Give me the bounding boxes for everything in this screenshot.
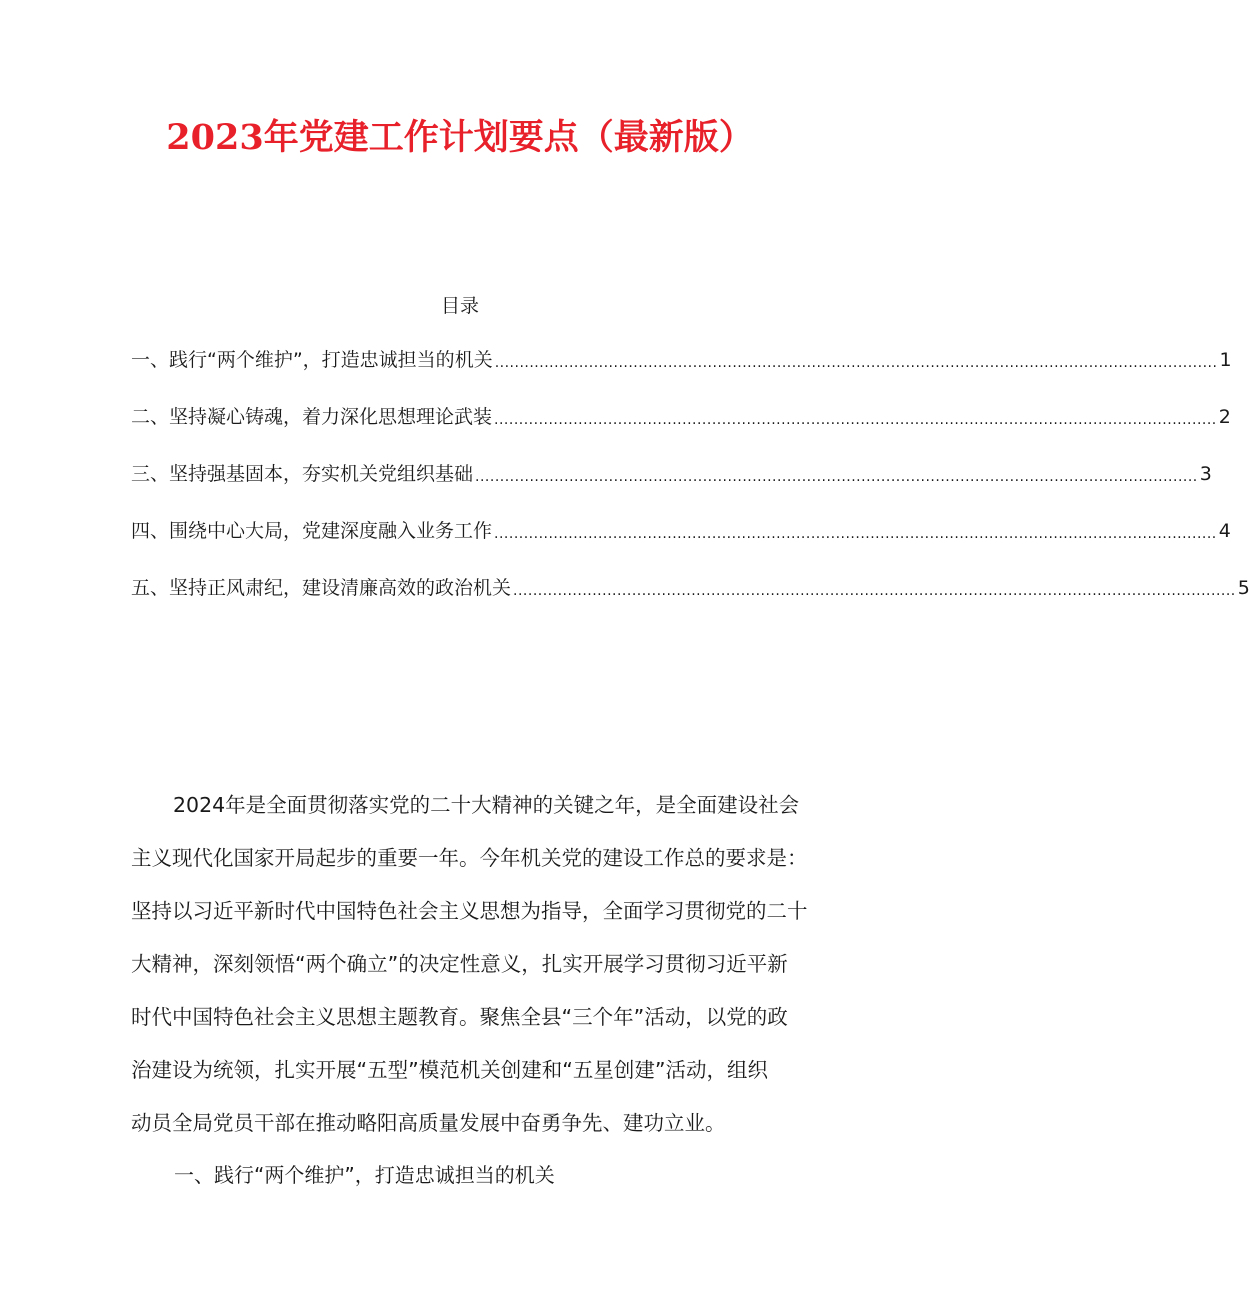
toc-entry[interactable] [131, 460, 1212, 488]
toc-heading: 目录 [440, 295, 479, 317]
toc-page-number: 2 [1218, 406, 1231, 428]
toc-entry[interactable] [131, 517, 1231, 545]
paragraph-line: 动员全局党员干部在推动略阳高质量发展中奋勇争先、建功立业。 [131, 1111, 726, 1135]
toc-entry-text: 三、坚持强基固本，夯实机关党组织基础 [131, 463, 474, 485]
paragraph-line: 治建设为统领，扎实开展“五型”模范机关创建和“五星创建”活动，组织 [131, 1058, 768, 1082]
toc-entry-text: 二、坚持凝心铸魂，着力深化思想理论武装 [131, 406, 493, 428]
toc-dot-leader: .................................................................................................................................................. [475, 469, 1198, 485]
paragraph-line: 2024年是全面贯彻落实党的二十大精神的关键之年，是全面建设社会 [173, 793, 800, 817]
paragraph-line: 大精神，深刻领悟“两个确立”的决定性意义，扎实开展学习贯彻习近平新 [131, 952, 788, 976]
toc-entry[interactable] [131, 346, 1232, 374]
intro-paragraph [131, 790, 808, 1135]
toc-entry-text: 四、围绕中心大局，党建深度融入业务工作 [131, 520, 493, 542]
document-title: 2023年党建工作计划要点（最新版） [166, 117, 754, 158]
paragraph-line: 主义现代化国家开局起步的重要一年。今年机关党的建设工作总的要求是： [131, 846, 808, 870]
toc-dot-leader: .................................................................................................................................................. [494, 355, 1218, 371]
toc-page-number: 4 [1218, 520, 1231, 542]
table-of-contents [131, 346, 1250, 631]
toc-page-number: 1 [1219, 349, 1232, 371]
toc-entry-text: 一、践行“两个维护”，打造忠诚担当的机关 [131, 349, 493, 371]
toc-entry[interactable] [131, 574, 1250, 602]
toc-dot-leader: .................................................................................................................................................. [494, 412, 1217, 428]
paragraph-line: 时代中国特色社会主义思想主题教育。聚焦全县“三个年”活动，以党的政 [131, 1005, 788, 1029]
toc-dot-leader: .................................................................................................................................................. [494, 526, 1217, 542]
section-heading: 一、践行“两个维护”，打造忠诚担当的机关 [174, 1163, 555, 1187]
paragraph-line: 坚持以习近平新时代中国特色社会主义思想为指导，全面学习贯彻党的二十 [131, 899, 808, 923]
toc-entry[interactable] [131, 403, 1231, 431]
toc-dot-leader: .................................................................................................................................................. [513, 583, 1236, 599]
toc-page-number: 3 [1199, 463, 1212, 485]
toc-page-number: 5 [1237, 577, 1250, 599]
toc-entry-text: 五、坚持正风肃纪，建设清廉高效的政治机关 [131, 577, 512, 599]
